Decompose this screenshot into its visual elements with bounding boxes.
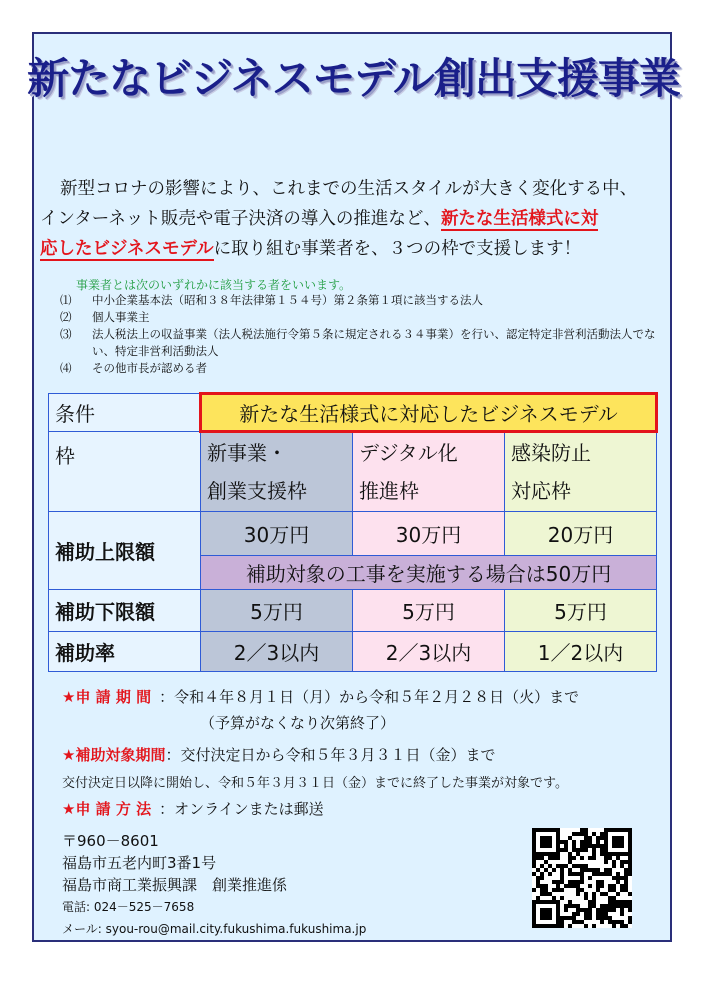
cond-label: 条件: [49, 394, 201, 432]
table-row: [49, 632, 657, 672]
rate-3: 1／2以内: [505, 632, 657, 672]
list-text: その他市長が認める者: [92, 361, 207, 375]
frame-line: 新事業・: [207, 441, 287, 465]
intro-text-1: 新型コロナの影響により、これまでの生活スタイルが大きく変化する中、: [60, 179, 638, 199]
period-label: 申 請 期 間: [75, 688, 152, 706]
list-text: 法人税法上の収益事業（法人税法施行令第５条に規定される３４事業）を行い、認定特定非営利活動法人でない、特定非営利活動法人: [92, 327, 656, 358]
qr-code-icon: [532, 828, 632, 928]
intro-highlight-2: 応したビジネスモデル: [40, 239, 214, 259]
rate-1: 2／3以内: [201, 632, 353, 672]
frame-col-3: [505, 432, 657, 512]
target-value: ：交付決定日から令和５年３月３１日（金）まで: [165, 746, 496, 764]
method-label: 申 請 方 法: [75, 800, 152, 818]
table-row: [49, 590, 657, 632]
upper-limit-3: 20万円: [505, 512, 657, 556]
cond-value: 新たな生活様式に対応したビジネスモデル: [201, 394, 657, 432]
star-icon: ★: [62, 746, 76, 764]
table-row: [49, 394, 657, 432]
frame-line: 感染防止: [511, 441, 591, 465]
frame-line: 対応枠: [511, 479, 571, 503]
lower-limit-label: 補助下限額: [49, 590, 201, 632]
list-item: [60, 292, 660, 309]
frame-col-2: [353, 432, 505, 512]
target-period: [62, 744, 495, 765]
phone: 電話: 024－525－7658: [62, 900, 195, 914]
contact-block: [62, 830, 366, 940]
frame-label: 枠: [49, 432, 201, 512]
upper-limit-1: 30万円: [201, 512, 353, 556]
list-text: 個人事業主: [92, 310, 150, 324]
lower-limit-1: 5万円: [201, 590, 353, 632]
star-icon: ★: [62, 800, 76, 818]
intro-text-3: に取り組む事業者を、３つの枠で支援します！: [213, 239, 582, 259]
upper-limit-2: 30万円: [353, 512, 505, 556]
definition-note: 事業者とは次のいずれかに該当する者をいいます。: [76, 278, 352, 292]
rate-2: 2／3以内: [353, 632, 505, 672]
postal-code: 〒960－8601: [62, 832, 159, 850]
list-text: 中小企業基本法（昭和３８年法律第１５４号）第２条第１項に該当する法人: [92, 293, 483, 307]
target-note: 交付決定日以降に開始し、令和５年３月３１日（金）までに終了した事業が対象です。: [62, 776, 568, 791]
list-item: [60, 360, 660, 377]
frame-col-1: [201, 432, 353, 512]
upper-limit-special: 補助対象の工事を実施する場合は50万円: [201, 556, 657, 590]
period-value: ：令和４年８月１日（月）から令和５年２月２８日（火）まで: [159, 688, 580, 706]
department: 福島市商工業振興課 創業推進係: [62, 876, 288, 894]
lower-limit-2: 5万円: [353, 590, 505, 632]
target-label: 補助対象期間: [75, 746, 166, 764]
intro-text-2: インターネット販売や電子決済の導入の推進など、: [40, 209, 441, 229]
list-number: ⑴: [60, 293, 72, 307]
list-number: ⑵: [60, 310, 72, 324]
application-period: [62, 686, 579, 707]
upper-limit-label: 補助上限額: [49, 512, 201, 590]
list-item: [60, 326, 660, 360]
condition-list: [60, 292, 660, 377]
list-number: ⑷: [60, 361, 72, 375]
email: メール: syou-rou@mail.city.fukushima.fukushima.jp: [62, 922, 367, 936]
page-title: 新たなビジネスモデル創出支援事業: [27, 54, 680, 103]
method-value: ：オンラインまたは郵送: [159, 800, 324, 818]
frame-line: デジタル化: [359, 441, 458, 465]
intro-highlight-1: 新たな生活様式に対: [440, 209, 599, 229]
rate-label: 補助率: [49, 632, 201, 672]
application-method: [62, 798, 324, 819]
list-item: [60, 309, 660, 326]
intro-text: [40, 174, 670, 264]
address: 福島市五老内町3番1号: [62, 854, 217, 872]
support-table: [48, 392, 658, 672]
frame-line: 創業支援枠: [207, 479, 307, 503]
lower-limit-3: 5万円: [505, 590, 657, 632]
frame-line: 推進枠: [359, 479, 419, 503]
table-row: [49, 432, 657, 512]
star-icon: ★: [62, 688, 76, 706]
table-row: [49, 512, 657, 556]
period-note: （予算がなくなり次第終了）: [200, 714, 396, 732]
list-number: ⑶: [60, 327, 72, 341]
